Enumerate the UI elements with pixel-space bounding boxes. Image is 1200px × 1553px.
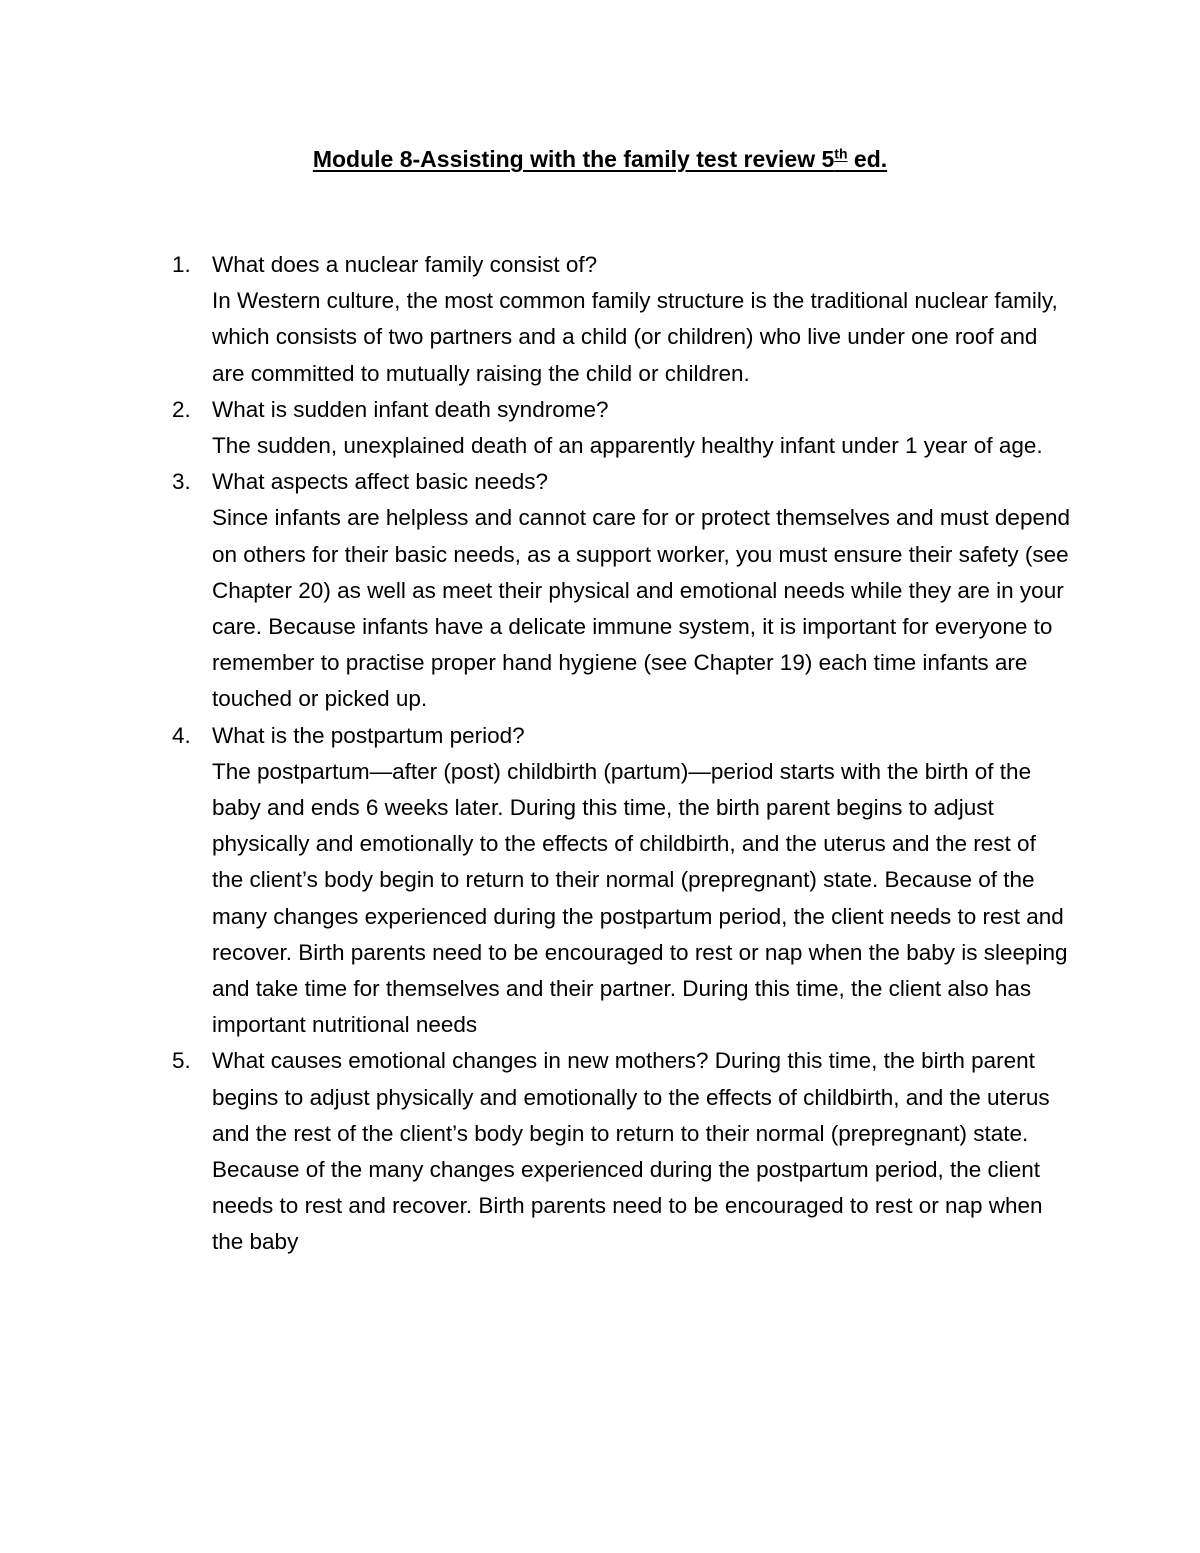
question-text: What is sudden infant death syndrome?: [212, 396, 609, 422]
answer-text: During this time, the birth parent begins to adjust physically and emotionally to the effects of childbirth, and the uterus and the rest of the client’s body begin to return to their normal (prepregnant) state. Because of the many changes experienced during the postpartum period, the client needs to rest and recover. Birth parents need to be encouraged to rest or nap when the baby: [212, 1048, 1050, 1255]
question-number: 5.: [172, 1048, 191, 1074]
question-item-4: [0, 718, 1072, 1044]
question-list: [0, 247, 1200, 1261]
answer-text: In Western culture, the most common family structure is the traditional nuclear family, which consists of two partners and a child (or children) who live under one roof and are committed to mutually raising the child or children.: [212, 288, 1058, 386]
question-item-2: [0, 392, 1072, 464]
question-item-1: [0, 247, 1072, 392]
question-text: What aspects affect basic needs?: [212, 469, 549, 495]
question-number: 3.: [172, 469, 191, 495]
question-text: What is the postpartum period?: [212, 722, 525, 748]
question-number: 4.: [172, 722, 191, 748]
answer-text: The postpartum—after (post) childbirth (partum)—period starts with the birth of the baby and ends 6 weeks later. During this time, the birth parent begins to adjust physically and emotionally to the effects of childbirth, and the uterus and the rest of the client’s body begin to return to their normal (prepregnant) state. Because of the many changes experienced during the postpartum period, the client needs to rest and recover. Birth parents need to be encouraged to rest or nap when the baby is sleeping and take time for themselves and their partner. During this time, the client also has important nutritional needs: [212, 758, 1068, 1038]
title-tail: ed.: [847, 146, 888, 172]
title-main: Module 8-Assisting with the family test review 5: [312, 146, 835, 172]
question-item-3: [0, 464, 1072, 717]
question-number: 1.: [172, 252, 191, 277]
question-item-5: [0, 1043, 1072, 1260]
answer-text: The sudden, unexplained death of an apparently healthy infant under 1 year of age.: [212, 433, 1043, 459]
question-number: 2.: [172, 396, 191, 422]
question-text: What causes emotional changes in new mothers?: [212, 1048, 709, 1074]
page-title: [0, 142, 1200, 176]
title-superscript: th: [834, 145, 848, 162]
question-text: What does a nuclear family consist of?: [212, 252, 598, 277]
answer-text: Since infants are helpless and cannot care for or protect themselves and must depend on others for their basic needs, as a support worker, you must ensure their safety (see Chapter 20) as well as meet their physical and emotional needs while they are in your care. Because infants have a delicate immune system, it is important for everyone to remember to practise proper hand hygiene (see Chapter 19) each time infants are touched or picked up.: [212, 505, 1070, 712]
